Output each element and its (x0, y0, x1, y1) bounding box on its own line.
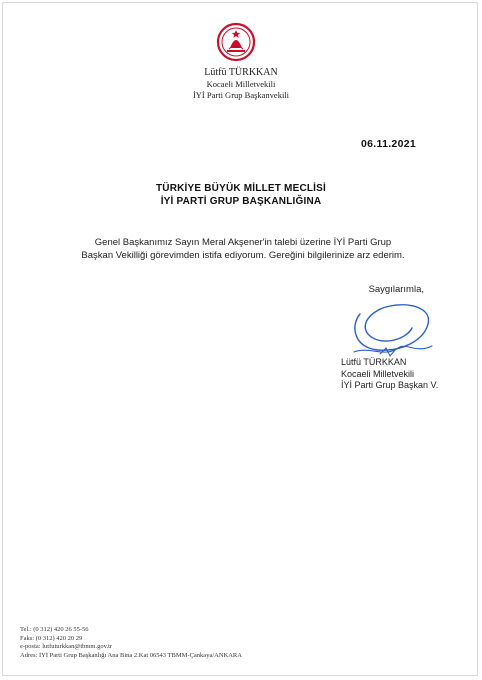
recipient-line-1: TÜRKİYE BÜYÜK MİLLET MECLİSİ (155, 183, 327, 194)
signatory-role: İYİ Parti Grup Başkan V. (341, 380, 439, 390)
letterhead-role: İYİ Parti Grup Başkanvekili (192, 90, 290, 100)
tbmm-emblem-icon (215, 22, 257, 66)
footer-fax: Faks: (0 312) 420 20 29 (20, 634, 83, 642)
signatory-title: Kocaeli Milletvekili (341, 368, 415, 379)
letterhead-title: Kocaeli Milletvekili (206, 79, 276, 89)
signature-icon (340, 296, 440, 366)
signatory-name: Lütfü TÜRKKAN (341, 357, 407, 367)
letterhead (0, 66, 482, 101)
signatory-block (341, 357, 438, 392)
body-line-2: Başkan Vekilliği görevimden istifa ediyorum. Gereğini bilgilerinize arz ederim. (81, 250, 405, 261)
letterhead-name: Lütfü TÜRKKAN (204, 67, 278, 78)
footer-address: Adres: İYİ Parti Grup Başkanlığı Ana Bina 2.Kat 06543 TBMM-Çankaya/ANKARA (20, 651, 242, 659)
footer-phone: Tel.: (0 312) 420 26 55-56 (20, 626, 89, 633)
letter-body (48, 236, 438, 262)
recipient-line-2: İYİ PARTİ GRUP BAŞKANLIĞINA (160, 196, 322, 207)
footer-email: e-posta: lutfuturkkan@tbmm.gov.tr (20, 643, 113, 651)
closing: Saygılarımla, (368, 284, 424, 295)
recipient-heading (0, 182, 482, 208)
letter-date: 06.11.2021 (361, 138, 416, 150)
contact-footer (20, 626, 242, 660)
body-line-1: Genel Başkanımız Sayın Meral Akşener'in talebi üzerine İYİ Parti Grup (94, 237, 392, 248)
